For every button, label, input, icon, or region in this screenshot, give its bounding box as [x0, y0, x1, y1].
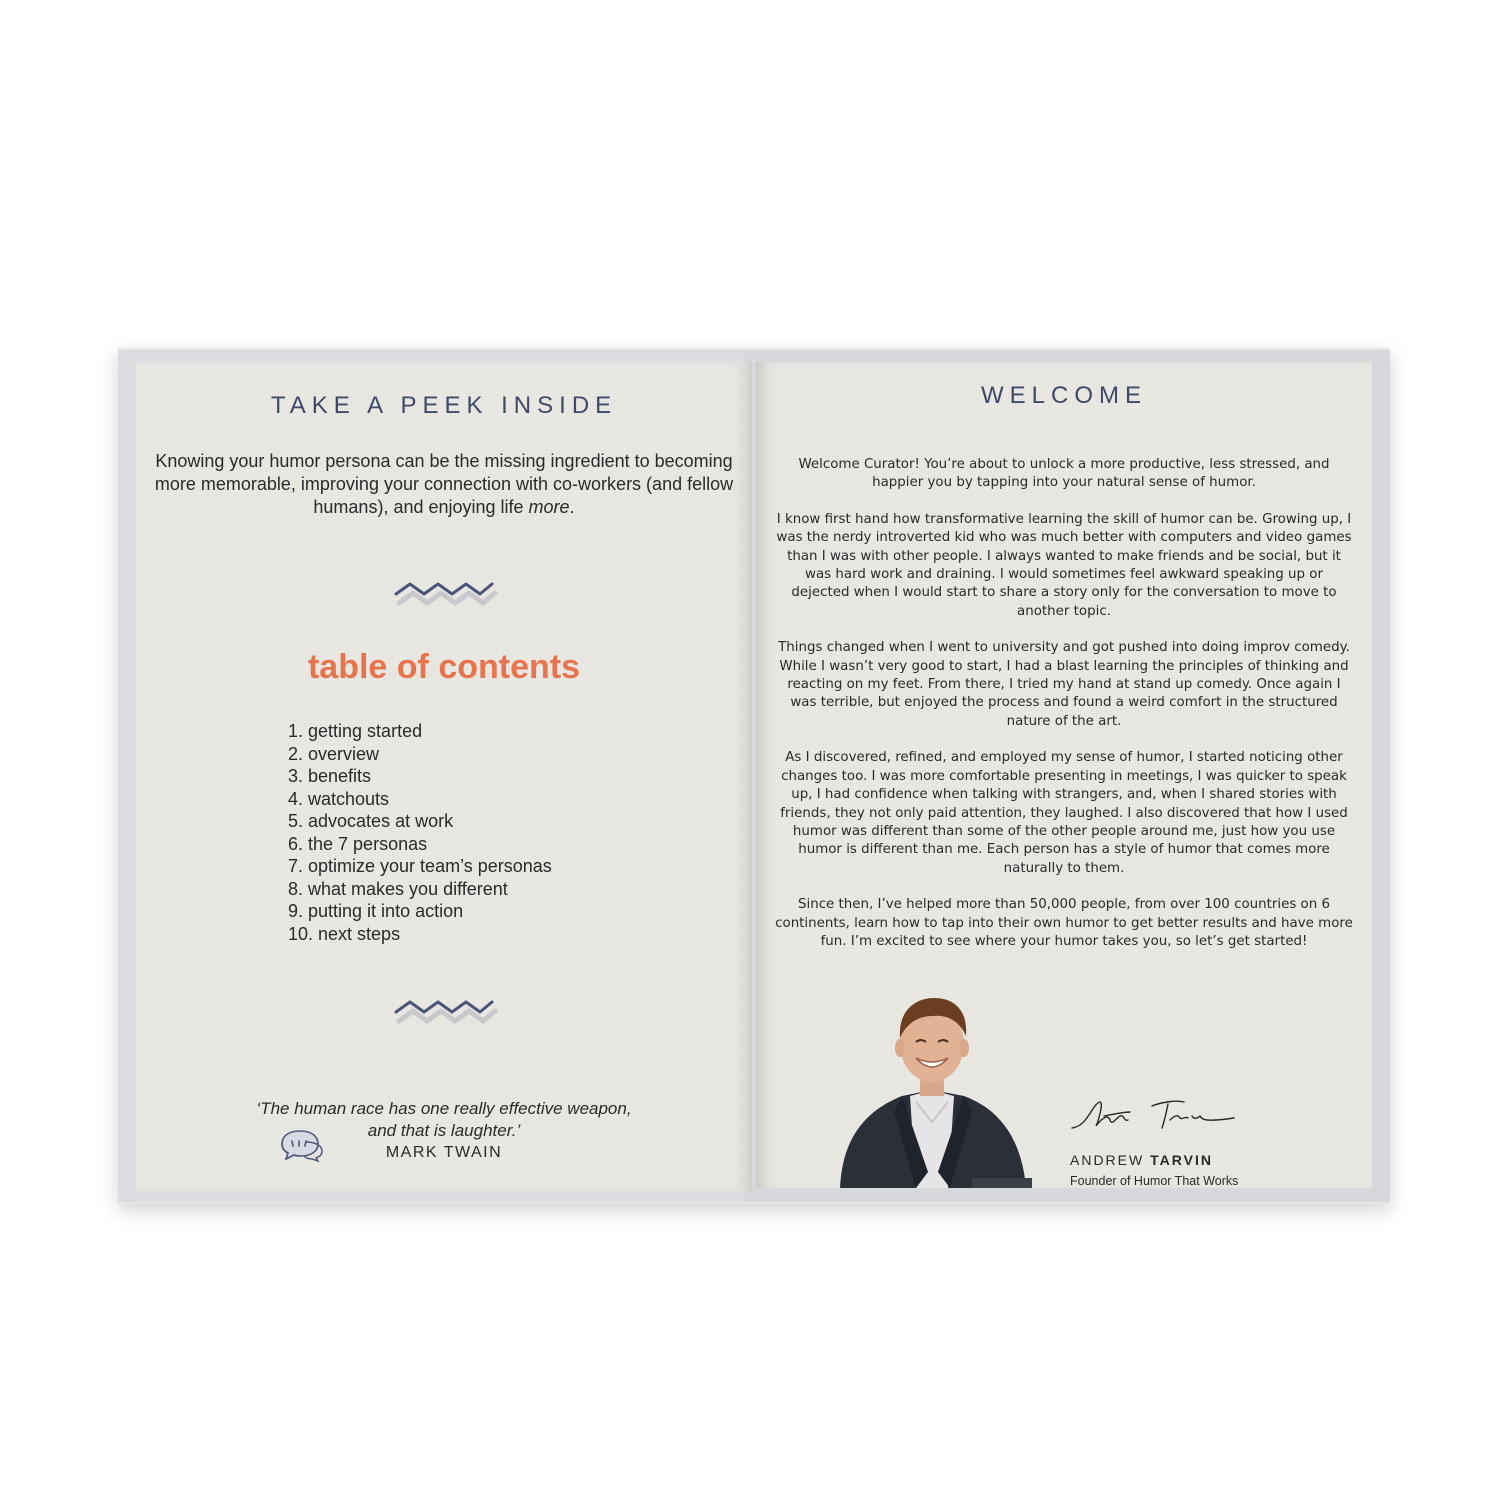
toc-item: 9. putting it into action [288, 901, 464, 921]
author-last-name: TARVIN [1150, 1152, 1213, 1168]
left-page-heading: TAKE A PEEK INSIDE [270, 392, 618, 419]
welcome-paragraph: Since then, I’ve helped more than 50,000 people, from over 100 countries on 6 continents, learn how to tap into their own humor to get better results and have more fun. I’m excited to see where your humor takes you, so let’s get started! [775, 897, 1353, 949]
toc-item: 2. overview [288, 743, 380, 764]
welcome-paragraph: As I discovered, refined, and employed my sense of humor, I started noticing other changes too. I was more comfortable presenting in meetings, I was quicker to speak up, I had confidence when talking with strangers, and, when I shared stories with friends, they not only paid attention, they laughed. I also discovered that how I used humor was different than some of the other people around me, just how you use humor is different than me. Each person has a style of humor that comes more naturally to them. [780, 750, 1348, 876]
quote-author: MARK TWAIN [385, 1144, 503, 1161]
intro-text: Knowing your humor persona can be the missing ingredient to becoming more memorable, improving your connection with co-workers (and fellow humans), and enjoying life [154, 451, 734, 517]
author-first-name: ANDREW [1070, 1152, 1145, 1168]
quote-line: ‘The human race has one really effective weapon, [256, 1099, 632, 1118]
toc-item: 6. the 7 personas [288, 833, 428, 854]
toc-item: 10. next steps [288, 923, 401, 944]
author-name [1070, 1152, 1213, 1168]
welcome-paragraph: Welcome Curator! You’re about to unlock a more productive, less stressed, and happier you by tapping into your natural sense of humor. [798, 457, 1330, 491]
welcome-letter [774, 456, 1354, 969]
toc-title: table of contents [307, 648, 581, 686]
intro-emphasis: more [528, 497, 570, 517]
toc-list [288, 720, 552, 945]
toc-item: 4. watchouts [288, 788, 390, 809]
author-role: Founder of Humor That Works [1070, 1174, 1239, 1188]
toc-item: 7. optimize your team’s personas [288, 856, 552, 876]
right-page [756, 362, 1372, 1188]
author-signature [1068, 1092, 1238, 1140]
quote [196, 1098, 692, 1142]
toc-item: 5. advocates at work [288, 811, 454, 831]
welcome-paragraph: Things changed when I went to university and got pushed into doing improv comedy. While I wasn’t very good to start, I had a blast learning the principles of thinking and reacting on my feet. From there, I tried my hand at stand up comedy. Once again I was terrible, but enjoyed the process and found a weird comfort in the structured nature of the art. [778, 640, 1350, 729]
intro-paragraph [154, 450, 734, 519]
squiggle-divider-icon [388, 576, 498, 610]
right-page-heading: WELCOME [980, 382, 1147, 409]
toc-item: 1. getting started [288, 721, 423, 741]
left-page [136, 362, 752, 1192]
intro-end: . [569, 497, 575, 517]
toc-item: 3. benefits [288, 766, 372, 786]
squiggle-divider-icon [388, 994, 498, 1028]
toc-item: 8. what makes you different [288, 878, 508, 899]
quote-line: and that is laughter.’ [367, 1121, 521, 1140]
welcome-paragraph: I know first hand how transformative learning the skill of humor can be. Growing up, I was the nerdy introverted kid who was much better with computers and video games than I was with other people. I always wanted to make friends and be social, but it was hard work and draining. I would sometimes feel awkward speaking up or dejected when I would start to share a story only for the conversation to move to another topic. [776, 511, 1352, 619]
author-photo [832, 992, 1032, 1188]
